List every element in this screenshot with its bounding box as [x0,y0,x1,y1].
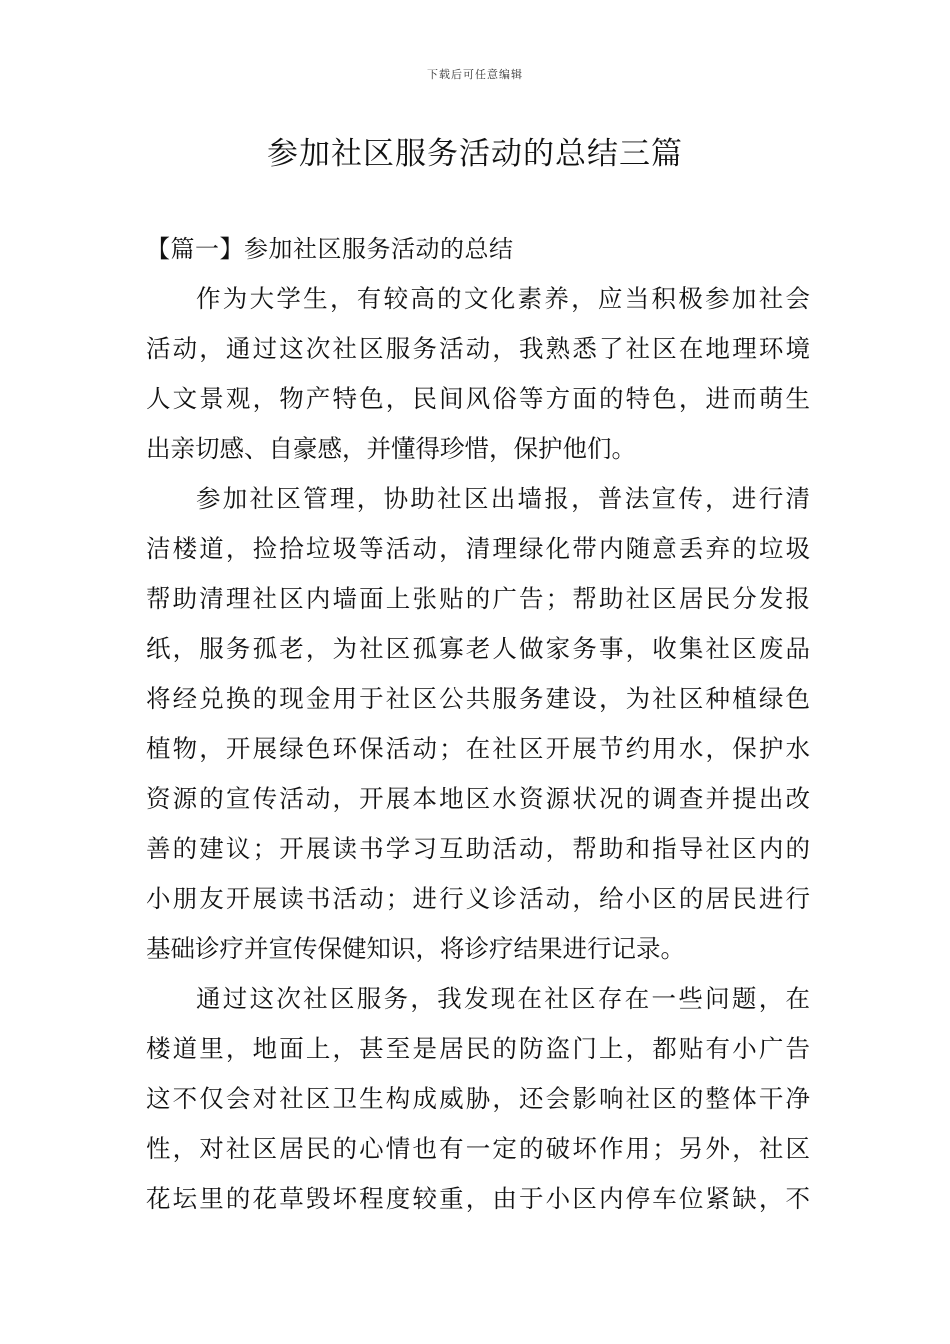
paragraph-line: 性，对社区居民的心情也有一定的破坏作用；另外，社区 [146,1134,810,1163]
document-body [146,224,810,1224]
paragraph-line: 人文景观，物产特色，民间风俗等方面的特色，进而萌生 [146,384,810,413]
paragraph-line: 出亲切感、自豪感，并懂得珍惜，保护他们。 [146,434,636,463]
paragraph-line: 帮助清理社区内墙面上张贴的广告；帮助社区居民分发报 [146,584,810,613]
paragraph-line: 楼道里，地面上，甚至是居民的防盗门上，都贴有小广告 [146,1034,810,1063]
header-note: 下载后可任意编辑 [427,68,523,81]
paragraph-line: 纸，服务孤老，为社区孤寡老人做家务事，收集社区废品 [146,634,810,663]
paragraph-line: 参加社区管理，协助社区出墙报，普法宣传，进行清 [196,484,810,513]
paragraph-line: 将经兑换的现金用于社区公共服务建设，为社区种植绿色 [146,684,810,713]
paragraph-line: 作为大学生，有较高的文化素养，应当积极参加社会 [196,284,810,313]
paragraph-line: 洁楼道，捡拾垃圾等活动，清理绿化带内随意丢弃的垃圾 [146,534,810,563]
paragraph-line: 小朋友开展读书活动；进行义诊活动，给小区的居民进行 [146,884,810,913]
paragraph-2 [146,474,810,974]
paragraph-line: 善的建议；开展读书学习互助活动，帮助和指导社区内的 [146,834,810,863]
paragraph-line: 这不仅会对社区卫生构成威胁，还会影响社区的整体干净 [146,1084,810,1113]
paragraph-line: 基础诊疗并宣传保健知识，将诊疗结果进行记录。 [146,934,685,963]
paragraph-line: 资源的宣传活动，开展本地区水资源状况的调查并提出改 [146,784,810,813]
paragraph-line: 花坛里的花草毁坏程度较重，由于小区内停车位紧缺，不 [146,1184,810,1213]
paragraph-line: 植物，开展绿色环保活动；在社区开展节约用水，保护水 [146,734,810,763]
paragraph-line: 通过这次社区服务，我发现在社区存在一些问题，在 [196,984,810,1013]
paragraph-1 [146,274,810,474]
section-heading: 【篇一】参加社区服务活动的总结 [146,235,514,263]
paragraph-line: 活动，通过这次社区服务活动，我熟悉了社区在地理环境 [146,334,810,363]
page-title: 参加社区服务活动的总结三篇 [267,136,683,172]
paragraph-3 [146,974,810,1224]
